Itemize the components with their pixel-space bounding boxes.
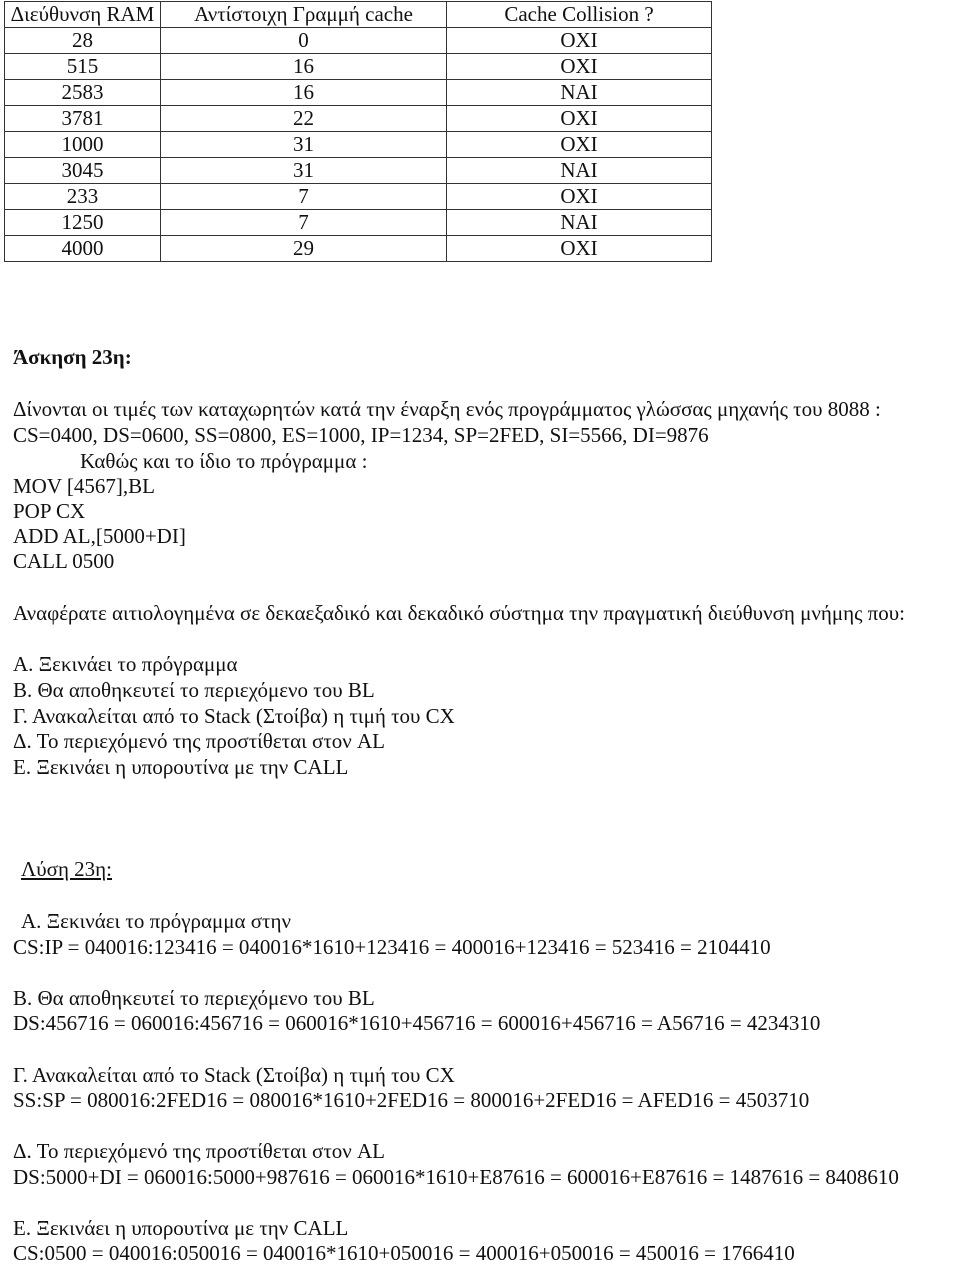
table-row bbox=[5, 210, 712, 236]
table-row bbox=[5, 158, 712, 184]
table-row bbox=[5, 28, 712, 54]
exercise-intro: Δίνονται οι τιμές των καταχωρητών κατά την έναρξη ενός προγράμματος γλώσσας μηχανής του 8088 : bbox=[13, 397, 881, 421]
exercise-question: Αναφέρατε αιτιολογημένα σε δεκαεξαδικό και δεκαδικό σύστημα την πραγματική διεύθυνση μνήμης που: bbox=[13, 601, 905, 625]
question-part-e: Ε. Ξεκινάει η υπορουτίνα με την CALL bbox=[13, 755, 349, 779]
program-intro: Καθώς και το ίδιο το πρόγραμμα : bbox=[80, 449, 368, 473]
table-row bbox=[5, 54, 712, 80]
program-line: MOV [4567],BL bbox=[13, 474, 155, 498]
ram-address-cell: 2583 bbox=[5, 80, 161, 106]
table-header-row bbox=[5, 2, 712, 28]
table-row bbox=[5, 184, 712, 210]
header-ram-address: Διεύθυνση RAM bbox=[5, 2, 161, 28]
cache-line-cell: 16 bbox=[161, 80, 447, 106]
cache-line-cell: 22 bbox=[161, 106, 447, 132]
ram-address-cell: 1000 bbox=[5, 132, 161, 158]
collision-cell: ΝΑΙ bbox=[447, 158, 712, 184]
ram-address-cell: 3781 bbox=[5, 106, 161, 132]
register-values: CS=0400, DS=0600, SS=0800, ES=1000, IP=1234, SP=2FED, SI=5566, DI=9876 bbox=[13, 423, 709, 447]
ram-address-cell: 515 bbox=[5, 54, 161, 80]
cache-line-cell: 16 bbox=[161, 54, 447, 80]
solution-c-label: Γ. Ανακαλείται από το Stack (Στοίβα) η τιμή του CX bbox=[13, 1063, 455, 1087]
cache-line-cell: 0 bbox=[161, 28, 447, 54]
header-cache-collision: Cache Collision ? bbox=[447, 2, 712, 28]
solution-d-label: Δ. Το περιεχόμενό της προστίθεται στον AL bbox=[13, 1139, 386, 1163]
solution-title: Λύση 23η: bbox=[21, 857, 112, 881]
collision-cell: ΝΑΙ bbox=[447, 210, 712, 236]
question-part-d: Δ. Το περιεχόμενό της προστίθεται στον AL bbox=[13, 729, 386, 753]
solution-b-label: Β. Θα αποθηκευτεί το περιεχόμενο του BL bbox=[13, 986, 375, 1010]
cache-line-cell: 7 bbox=[161, 210, 447, 236]
question-part-b: Β. Θα αποθηκευτεί το περιεχόμενο του BL bbox=[13, 678, 375, 702]
solution-a-calc: CS:IP = 040016:123416 = 040016*1610+123416 = 400016+123416 = 523416 = 2104410 bbox=[13, 935, 771, 959]
cache-line-cell: 31 bbox=[161, 158, 447, 184]
ram-address-cell: 28 bbox=[5, 28, 161, 54]
cache-line-cell: 29 bbox=[161, 236, 447, 262]
solution-e-calc: CS:0500 = 040016:050016 = 040016*1610+050016 = 400016+050016 = 450016 = 1766410 bbox=[13, 1241, 795, 1265]
solution-a-label: Α. Ξεκινάει το πρόγραμμα στην bbox=[21, 909, 291, 933]
collision-cell: ΟΧΙ bbox=[447, 54, 712, 80]
cache-line-cell: 31 bbox=[161, 132, 447, 158]
collision-cell: ΟΧΙ bbox=[447, 184, 712, 210]
cache-table bbox=[4, 1, 712, 262]
solution-d-calc: DS:5000+DI = 060016:5000+987616 = 060016*1610+E87616 = 600016+E87616 = 1487616 = 8408610 bbox=[13, 1165, 899, 1189]
collision-cell: ΟΧΙ bbox=[447, 106, 712, 132]
table-row bbox=[5, 236, 712, 262]
solution-b-calc: DS:456716 = 060016:456716 = 060016*1610+456716 = 600016+456716 = A56716 = 4234310 bbox=[13, 1011, 821, 1035]
collision-cell: ΟΧΙ bbox=[447, 132, 712, 158]
program-line: POP CX bbox=[13, 499, 86, 523]
question-part-a: Α. Ξεκινάει το πρόγραμμα bbox=[13, 652, 238, 676]
program-line: ADD AL,[5000+DI] bbox=[13, 524, 186, 548]
exercise-title: Άσκηση 23η: bbox=[13, 345, 132, 369]
cache-line-cell: 7 bbox=[161, 184, 447, 210]
program-line: CALL 0500 bbox=[13, 549, 115, 573]
header-cache-line: Αντίστοιχη Γραμμή cache bbox=[161, 2, 447, 28]
collision-cell: ΟΧΙ bbox=[447, 236, 712, 262]
collision-cell: ΝΑΙ bbox=[447, 80, 712, 106]
solution-e-label: Ε. Ξεκινάει η υπορουτίνα με την CALL bbox=[13, 1216, 349, 1240]
ram-address-cell: 1250 bbox=[5, 210, 161, 236]
ram-address-cell: 233 bbox=[5, 184, 161, 210]
table-row bbox=[5, 80, 712, 106]
solution-c-calc: SS:SP = 080016:2FED16 = 080016*1610+2FED16 = 800016+2FED16 = AFED16 = 4503710 bbox=[13, 1088, 810, 1112]
table-row bbox=[5, 132, 712, 158]
collision-cell: ΟΧΙ bbox=[447, 28, 712, 54]
table-row bbox=[5, 106, 712, 132]
ram-address-cell: 4000 bbox=[5, 236, 161, 262]
ram-address-cell: 3045 bbox=[5, 158, 161, 184]
question-part-c: Γ. Ανακαλείται από το Stack (Στοίβα) η τιμή του CX bbox=[13, 704, 455, 728]
